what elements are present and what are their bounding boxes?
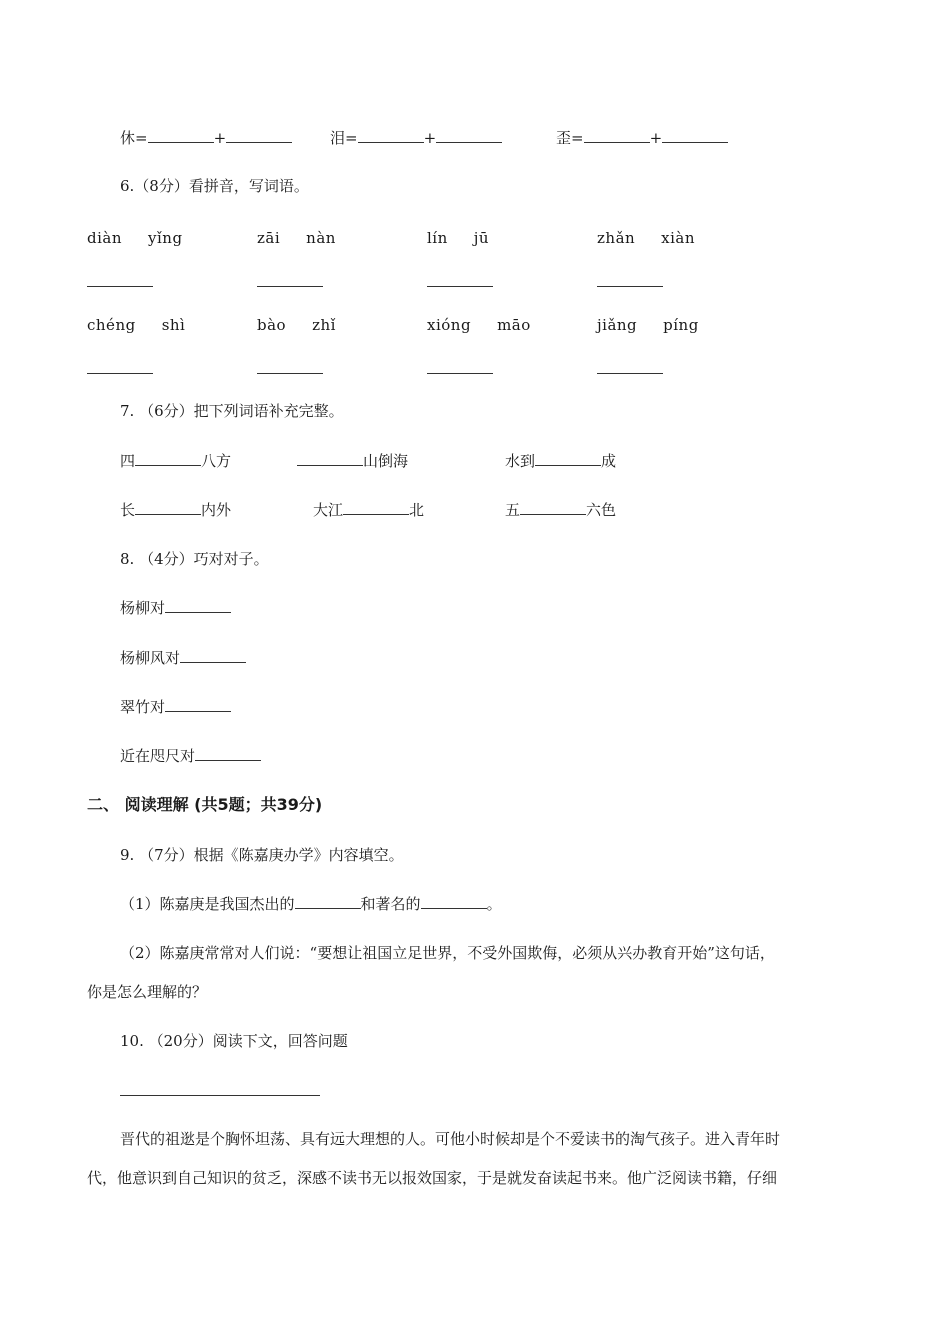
answer-blank[interactable] xyxy=(120,1081,320,1096)
answer-blank[interactable] xyxy=(226,128,292,143)
answer-blank[interactable] xyxy=(180,648,246,663)
answer-blank[interactable] xyxy=(148,128,214,143)
answer-blank[interactable] xyxy=(295,894,361,909)
idiom-item: 长 内外 xyxy=(120,501,232,519)
answer-blank[interactable] xyxy=(297,451,363,466)
couplet-item: 近在咫尺对 xyxy=(120,746,261,766)
idiom-item: 四 八方 xyxy=(120,452,232,470)
answer-blank[interactable] xyxy=(165,598,231,613)
answer-blank[interactable] xyxy=(87,272,153,287)
answer-blank[interactable] xyxy=(135,500,201,515)
q5-item: 歪= + xyxy=(556,128,728,148)
answer-blank[interactable] xyxy=(597,359,663,374)
couplet-item: 翠竹对 xyxy=(120,697,231,717)
passage-title-blank xyxy=(120,1081,320,1101)
q5-item: 休= + xyxy=(120,128,292,148)
question-title: 10. （20分）阅读下文，回答问题 xyxy=(120,1032,348,1050)
pinyin-word: lín jū xyxy=(427,229,490,247)
couplet-item: 杨柳对 xyxy=(120,598,231,618)
answer-blank[interactable] xyxy=(436,128,502,143)
question-title: 9. （7分）根据《陈嘉庚办学》内容填空。 xyxy=(120,846,404,864)
answer-blank[interactable] xyxy=(343,500,409,515)
q5-item: 泪= + xyxy=(330,128,502,148)
answer-blank[interactable] xyxy=(584,128,650,143)
passage-text: 代，他意识到自己知识的贫乏，深感不读书无以报效国家，于是就发奋读起书来。他广泛阅读书籍，仔细 xyxy=(87,1169,778,1187)
pinyin-word: zhǎn xiàn xyxy=(597,229,696,247)
couplet-item: 杨柳风对 xyxy=(120,648,246,668)
idiom-item: 五 六色 xyxy=(505,501,617,519)
answer-blank[interactable] xyxy=(597,272,663,287)
idiom-item: 水到 成 xyxy=(505,452,617,470)
question-title: 8. （4分）巧对对子。 xyxy=(120,550,269,568)
question-text: 你是怎么理解的？ xyxy=(87,983,208,1001)
pinyin-word: diàn yǐng xyxy=(87,229,183,247)
answer-blank[interactable] xyxy=(87,359,153,374)
answer-blank[interactable] xyxy=(358,128,424,143)
answer-blank[interactable] xyxy=(662,128,728,143)
answer-blank[interactable] xyxy=(421,894,487,909)
answer-blank[interactable] xyxy=(135,451,201,466)
pinyin-word: xióng māo xyxy=(427,316,531,334)
answer-blank[interactable] xyxy=(257,272,323,287)
pinyin-word: bào zhǐ xyxy=(257,316,336,334)
question-text: （2）陈嘉庚常常对人们说：“要想让祖国立足世界，不受外国欺侮，必须从兴办教育开始”这句话， xyxy=(120,944,775,962)
answer-blank[interactable] xyxy=(520,500,586,515)
answer-blank[interactable] xyxy=(195,746,261,761)
fill-line: （1）陈嘉庚是我国杰出的 和著名的 。 xyxy=(120,895,502,913)
section-heading: 二、 阅读理解 (共5题；共39分) xyxy=(87,795,323,814)
pinyin-word: jiǎng píng xyxy=(597,316,699,334)
answer-blank[interactable] xyxy=(427,359,493,374)
passage-text: 晋代的祖逖是个胸怀坦荡、具有远大理想的人。可他小时候却是个不爱读书的淘气孩子。进入青年时 xyxy=(120,1130,781,1148)
question-title: 6.（8分）看拼音，写词语。 xyxy=(120,177,309,195)
idiom-item: 山倒海 xyxy=(297,451,408,471)
answer-blank[interactable] xyxy=(535,451,601,466)
question-title: 7. （6分）把下列词语补充完整。 xyxy=(120,402,344,420)
answer-blank[interactable] xyxy=(427,272,493,287)
idiom-item: 大江 北 xyxy=(313,501,425,519)
pinyin-word: zāi nàn xyxy=(257,229,336,247)
answer-blank[interactable] xyxy=(257,359,323,374)
answer-blank[interactable] xyxy=(165,697,231,712)
pinyin-word: chéng shì xyxy=(87,316,186,334)
